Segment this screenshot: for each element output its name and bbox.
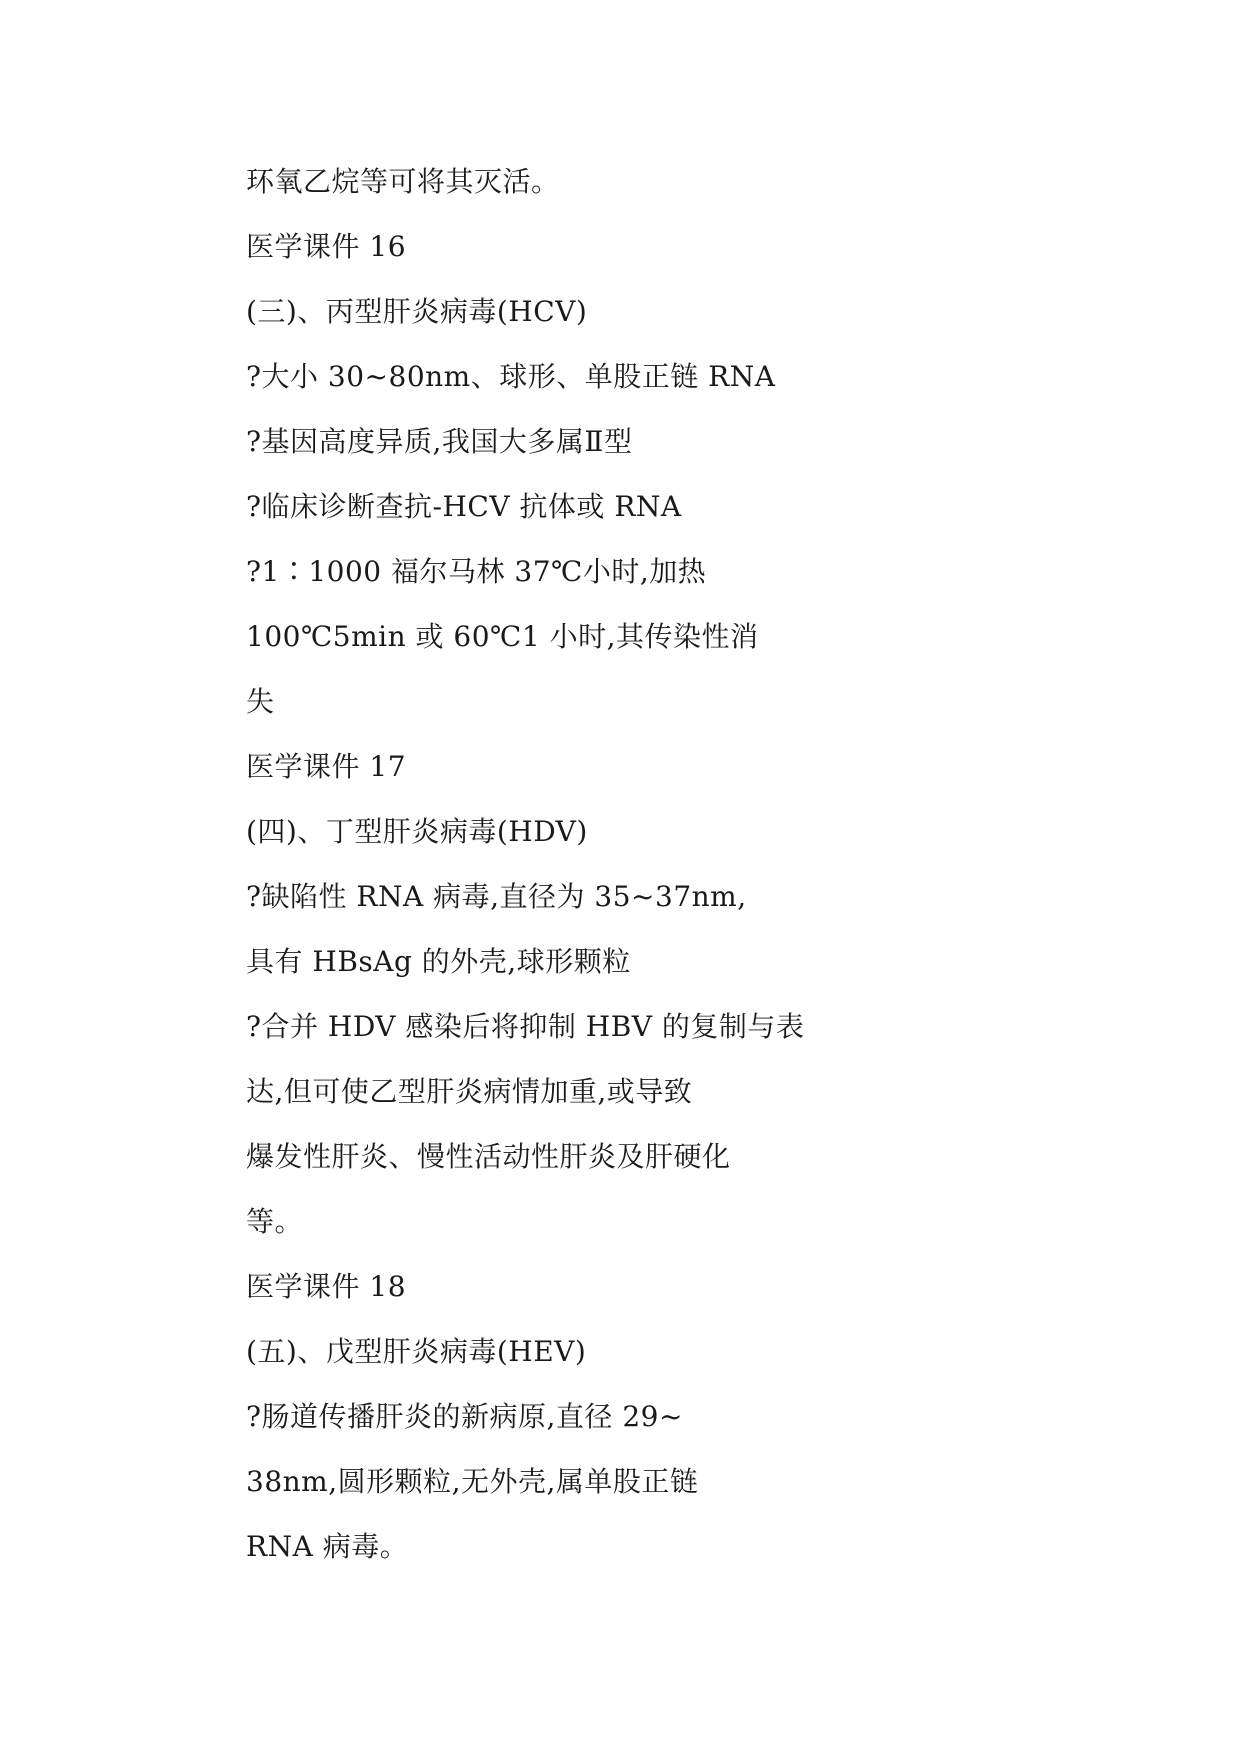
text-line: 100℃5min 或 60℃1 小时,其传染性消 — [246, 620, 759, 653]
text-line: 失 — [246, 685, 275, 718]
text-line: ?大小 30~80nm、球形、单股正链 RNA — [246, 360, 776, 393]
document-body — [246, 158, 1006, 1588]
text-line: 爆发性肝炎、慢性活动性肝炎及肝硬化 — [246, 1140, 731, 1173]
text-line: ?合并 HDV 感染后将抑制 HBV 的复制与表 — [246, 1010, 805, 1043]
text-line: 达,但可使乙型肝炎病情加重,或导致 — [246, 1075, 693, 1108]
text-line: ?缺陷性 RNA 病毒,直径为 35~37nm, — [246, 880, 747, 913]
text-line: RNA 病毒。 — [246, 1530, 409, 1563]
text-line: 等。 — [246, 1205, 304, 1238]
text-line: 具有 HBsAg 的外壳,球形颗粒 — [246, 945, 631, 978]
text-line: ?临床诊断查抗-HCV 抗体或 RNA — [246, 490, 682, 523]
slide-label: 医学课件 17 — [246, 750, 407, 783]
text-line: 环氧乙烷等可将其灭活。 — [246, 165, 560, 198]
text-line: ?肠道传播肝炎的新病原,直径 29~ — [246, 1400, 683, 1433]
slide-label: 医学课件 18 — [246, 1270, 407, 1303]
slide-label: 医学课件 16 — [246, 230, 407, 263]
section-heading: (三)、丙型肝炎病毒(HCV) — [246, 295, 588, 328]
section-heading: (五)、戊型肝炎病毒(HEV) — [246, 1335, 587, 1368]
text-line: 38nm,圆形颗粒,无外壳,属单股正链 — [246, 1465, 699, 1498]
text-line: ?基因高度异质,我国大多属Ⅱ型 — [246, 425, 633, 458]
text-line: ?1∶1000 福尔马林 37℃小时,加热 — [246, 555, 707, 588]
section-heading: (四)、丁型肝炎病毒(HDV) — [246, 815, 588, 848]
